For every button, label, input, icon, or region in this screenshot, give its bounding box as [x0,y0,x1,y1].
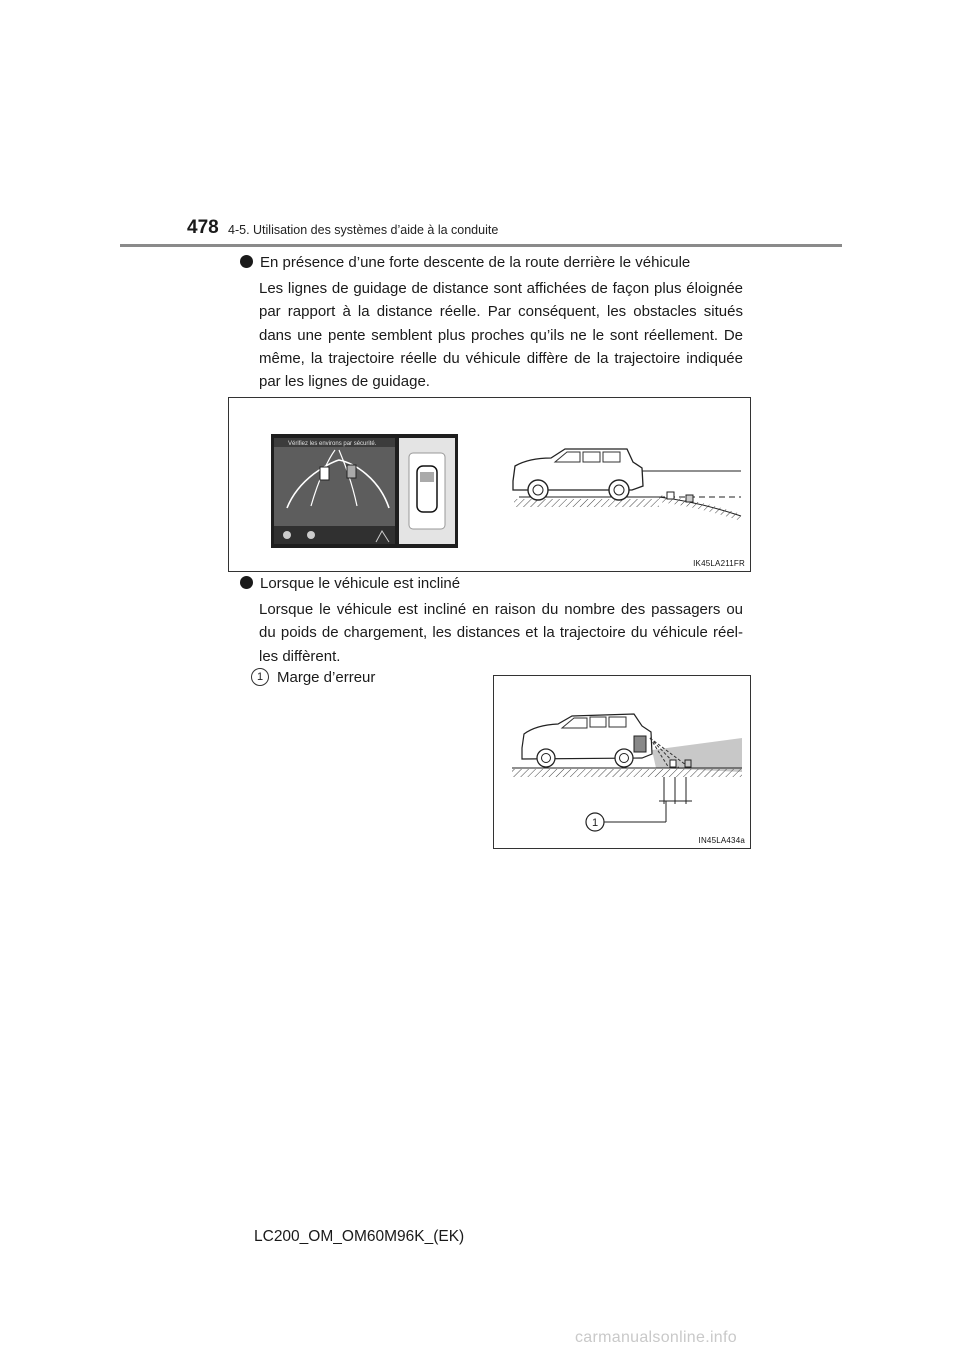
bullet-heading-text: En présence d’une forte descente de la route derrière le véhicule [260,254,691,271]
callout-number: 1 [251,668,269,686]
bullet-heading-2 [240,575,460,592]
legend-item [251,668,375,686]
figure-inclined-illustration [494,676,750,848]
bullet-body-2: Lorsque le véhicule est incliné en raison du nombre des passagers ou du poids de chargement, les distances et la trajectoire du véhicule réel-les diffèrent. [259,601,743,665]
inclined-car-illustration [512,714,742,831]
header-divider [120,244,842,247]
legend-label: Marge d’erreur [277,668,376,686]
figure-callout-number: 1 [591,817,599,829]
figure-downhill [228,397,751,572]
bullet-icon [240,576,253,589]
camera-screen [271,434,458,548]
bullet-icon [240,255,253,268]
figure-inclined [493,675,751,849]
page-number: 478 [187,217,219,238]
figure-code: IN45LA434a [698,836,745,845]
footer-model-code: LC200_OM_OM60M96K_(EK) [254,1228,465,1245]
screen-caption: Vérifiez les environs par sécurité. [288,441,377,447]
figure-downhill-illustration [229,398,750,571]
watermark: carmanualsonline.info [575,1329,737,1346]
bullet-body-1: Les lignes de guidage de distance sont affichées de façon plus éloignée par rapport à la distance réelle. Par conséquent, les obstacles situés dans une pente semblent plus proches qu’ils ne le sont réellement. De même, la trajectoire réelle du véhicule diffère de la trajectoire indiquée par les lignes de guidage. [259,280,743,391]
bullet-heading-1 [240,254,690,271]
figure-code: IK45LA211FR [693,559,745,568]
downhill-car-illustration [513,449,741,521]
section-header: 4-5. Utilisation des systèmes d’aide à la conduite [228,223,499,237]
bullet-heading-text: Lorsque le véhicule est incliné [260,575,461,592]
